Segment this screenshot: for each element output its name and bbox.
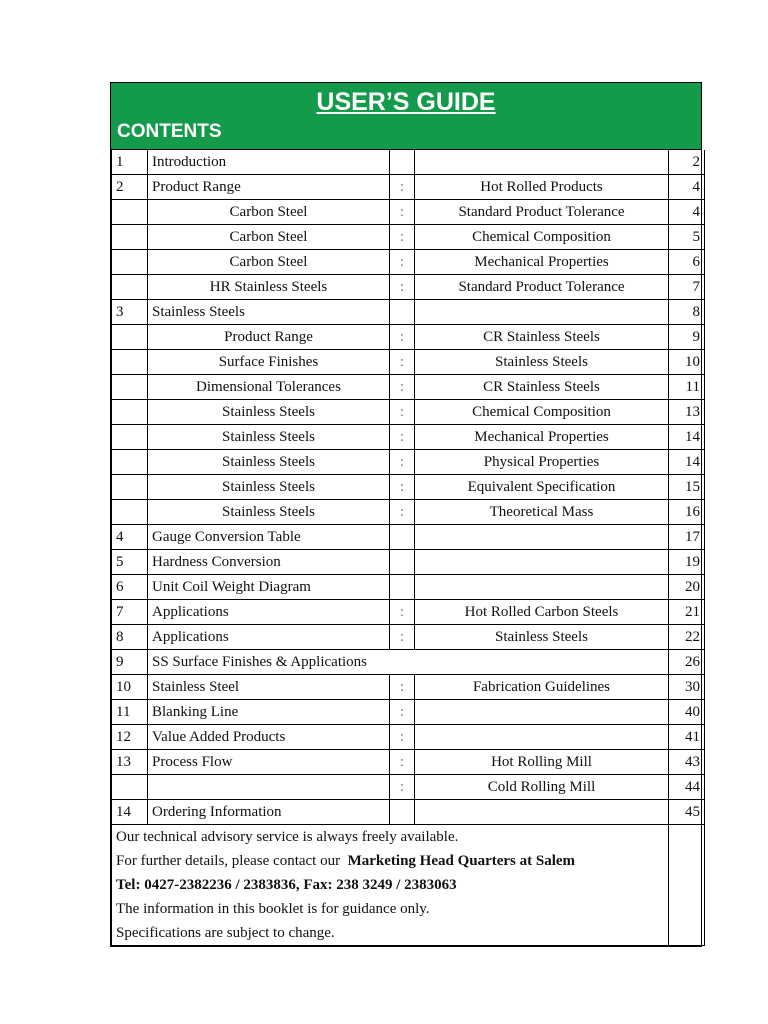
toc-subtopic <box>415 525 669 550</box>
toc-number <box>112 400 148 425</box>
toc-separator: : <box>390 325 415 350</box>
footer-line-4: The information in this booklet is for guidance only. <box>116 901 430 917</box>
toc-number: 5 <box>112 550 148 575</box>
toc-row <box>112 675 705 700</box>
toc-separator: : <box>390 425 415 450</box>
toc-number <box>112 275 148 300</box>
toc-number: 4 <box>112 525 148 550</box>
toc-subtopic <box>415 300 669 325</box>
toc-topic: Product Range <box>148 325 390 350</box>
toc-page-number: 2 <box>669 150 705 175</box>
toc-number: 12 <box>112 725 148 750</box>
toc-row <box>112 450 705 475</box>
toc-page-number: 13 <box>669 400 705 425</box>
toc-separator: : <box>390 400 415 425</box>
toc-topic: Carbon Steel <box>148 225 390 250</box>
toc-topic: Surface Finishes <box>148 350 390 375</box>
toc-page-number: 4 <box>669 175 705 200</box>
toc-row <box>112 150 705 175</box>
toc-page-number: 30 <box>669 675 705 700</box>
toc-topic: Ordering Information <box>148 800 390 825</box>
toc-subtopic: Hot Rolled Carbon Steels <box>415 600 669 625</box>
toc-topic: HR Stainless Steels <box>148 275 390 300</box>
toc-row <box>112 750 705 775</box>
toc-page-number: 44 <box>669 775 705 800</box>
toc-separator: : <box>390 375 415 400</box>
toc-topic: Hardness Conversion <box>148 550 390 575</box>
toc-topic: Product Range <box>148 175 390 200</box>
toc-separator: : <box>390 275 415 300</box>
toc-page-number: 14 <box>669 425 705 450</box>
toc-number: 2 <box>112 175 148 200</box>
toc-separator: : <box>390 675 415 700</box>
toc-number: 11 <box>112 700 148 725</box>
toc-page-number: 15 <box>669 475 705 500</box>
footer-notes <box>112 825 669 946</box>
toc-row <box>112 375 705 400</box>
toc-topic: Dimensional Tolerances <box>148 375 390 400</box>
toc-subtopic: CR Stainless Steels <box>415 375 669 400</box>
toc-number: 6 <box>112 575 148 600</box>
toc-number <box>112 225 148 250</box>
toc-subtopic: Standard Product Tolerance <box>415 275 669 300</box>
toc-subtopic <box>415 725 669 750</box>
toc-subtopic: Hot Rolling Mill <box>415 750 669 775</box>
users-guide-sheet <box>110 82 702 947</box>
toc-row <box>112 650 705 675</box>
footer-contact: Tel: 0427-2382236 / 2383836, Fax: 238 3249 / 2383063 <box>116 877 457 893</box>
toc-number <box>112 450 148 475</box>
footer-page-cell <box>669 825 705 946</box>
toc-separator: : <box>390 700 415 725</box>
toc-number <box>112 325 148 350</box>
footer-row <box>112 825 705 946</box>
toc-row <box>112 775 705 800</box>
toc-page-number: 6 <box>669 250 705 275</box>
toc-number: 13 <box>112 750 148 775</box>
toc-number: 3 <box>112 300 148 325</box>
toc-subtopic: Mechanical Properties <box>415 250 669 275</box>
toc-separator <box>390 575 415 600</box>
footer-line-5: Specifications are subject to change. <box>116 925 335 941</box>
toc-number <box>112 425 148 450</box>
toc-separator: : <box>390 775 415 800</box>
toc-topic: Stainless Steels <box>148 425 390 450</box>
toc-row <box>112 625 705 650</box>
toc-separator: : <box>390 750 415 775</box>
toc-row <box>112 225 705 250</box>
toc-subtopic: Stainless Steels <box>415 625 669 650</box>
toc-separator: : <box>390 625 415 650</box>
toc-separator: : <box>390 200 415 225</box>
toc-row <box>112 550 705 575</box>
toc-subtopic <box>415 700 669 725</box>
toc-subtopic: CR Stainless Steels <box>415 325 669 350</box>
toc-row <box>112 425 705 450</box>
toc-separator <box>390 800 415 825</box>
toc-separator <box>390 300 415 325</box>
toc-topic: Stainless Steels <box>148 450 390 475</box>
toc-row <box>112 800 705 825</box>
header-banner <box>111 83 701 150</box>
toc-topic: Introduction <box>148 150 390 175</box>
toc-separator: : <box>390 250 415 275</box>
toc-subtopic: Stainless Steels <box>415 350 669 375</box>
toc-page-number: 19 <box>669 550 705 575</box>
toc-subtopic: Fabrication Guidelines <box>415 675 669 700</box>
toc-row <box>112 725 705 750</box>
toc-subtopic: Chemical Composition <box>415 400 669 425</box>
toc-number <box>112 350 148 375</box>
toc-number <box>112 200 148 225</box>
toc-row <box>112 250 705 275</box>
toc-separator: : <box>390 600 415 625</box>
toc-subtopic <box>415 800 669 825</box>
contents-table <box>111 150 705 946</box>
toc-separator: : <box>390 450 415 475</box>
toc-topic: Stainless Steel <box>148 675 390 700</box>
toc-page-number: 4 <box>669 200 705 225</box>
toc-topic: Process Flow <box>148 750 390 775</box>
toc-separator <box>390 150 415 175</box>
toc-page-number: 26 <box>669 650 705 675</box>
toc-separator <box>390 550 415 575</box>
marketing-hq: Marketing Head Quarters at Salem <box>347 853 576 869</box>
page-title: USER’S GUIDE <box>316 88 496 116</box>
toc-topic: Carbon Steel <box>148 250 390 275</box>
toc-row <box>112 525 705 550</box>
toc-page-number: 22 <box>669 625 705 650</box>
toc-page-number: 43 <box>669 750 705 775</box>
toc-number: 14 <box>112 800 148 825</box>
toc-page-number: 7 <box>669 275 705 300</box>
toc-page-number: 8 <box>669 300 705 325</box>
toc-row <box>112 200 705 225</box>
toc-number <box>112 375 148 400</box>
toc-separator: : <box>390 350 415 375</box>
toc-row <box>112 575 705 600</box>
toc-page-number: 11 <box>669 375 705 400</box>
toc-row <box>112 175 705 200</box>
toc-topic: Carbon Steel <box>148 200 390 225</box>
toc-page-number: 10 <box>669 350 705 375</box>
toc-subtopic: Theoretical Mass <box>415 500 669 525</box>
toc-page-number: 40 <box>669 700 705 725</box>
toc-topic <box>148 775 390 800</box>
toc-number <box>112 775 148 800</box>
toc-subtopic: Cold Rolling Mill <box>415 775 669 800</box>
toc-subtopic: Chemical Composition <box>415 225 669 250</box>
toc-row <box>112 600 705 625</box>
toc-page-number: 45 <box>669 800 705 825</box>
toc-row <box>112 325 705 350</box>
toc-subtopic <box>415 575 669 600</box>
toc-topic: Gauge Conversion Table <box>148 525 390 550</box>
toc-subtopic: Equivalent Specification <box>415 475 669 500</box>
toc-separator: : <box>390 725 415 750</box>
toc-subtopic: Hot Rolled Products <box>415 175 669 200</box>
toc-subtopic: Physical Properties <box>415 450 669 475</box>
footer-line-2: For further details, please contact our Marketing Head Quarters at Salem <box>116 853 576 869</box>
toc-topic: Value Added Products <box>148 725 390 750</box>
toc-topic: Stainless Steels <box>148 500 390 525</box>
toc-topic: SS Surface Finishes & Applications <box>148 650 669 675</box>
toc-page-number: 9 <box>669 325 705 350</box>
toc-topic: Stainless Steels <box>148 400 390 425</box>
toc-subtopic <box>415 550 669 575</box>
toc-topic: Applications <box>148 600 390 625</box>
toc-page-number: 16 <box>669 500 705 525</box>
toc-topic: Applications <box>148 625 390 650</box>
toc-separator: : <box>390 475 415 500</box>
toc-number: 9 <box>112 650 148 675</box>
toc-separator: : <box>390 225 415 250</box>
toc-page-number: 20 <box>669 575 705 600</box>
toc-separator: : <box>390 500 415 525</box>
contents-heading: CONTENTS <box>117 121 222 142</box>
toc-number: 7 <box>112 600 148 625</box>
toc-page-number: 17 <box>669 525 705 550</box>
toc-page-number: 41 <box>669 725 705 750</box>
toc-number <box>112 500 148 525</box>
toc-number: 10 <box>112 675 148 700</box>
toc-row <box>112 300 705 325</box>
toc-topic: Stainless Steels <box>148 300 390 325</box>
toc-row <box>112 500 705 525</box>
toc-number: 8 <box>112 625 148 650</box>
toc-row <box>112 275 705 300</box>
toc-subtopic <box>415 150 669 175</box>
toc-subtopic: Standard Product Tolerance <box>415 200 669 225</box>
toc-separator <box>390 525 415 550</box>
toc-number <box>112 475 148 500</box>
toc-page-number: 21 <box>669 600 705 625</box>
toc-page-number: 14 <box>669 450 705 475</box>
footer-line-1: Our technical advisory service is always freely available. <box>116 829 459 845</box>
toc-number: 1 <box>112 150 148 175</box>
toc-row <box>112 475 705 500</box>
toc-row <box>112 400 705 425</box>
toc-page-number: 5 <box>669 225 705 250</box>
toc-separator: : <box>390 175 415 200</box>
toc-number <box>112 250 148 275</box>
toc-row <box>112 350 705 375</box>
toc-subtopic: Mechanical Properties <box>415 425 669 450</box>
toc-topic: Stainless Steels <box>148 475 390 500</box>
toc-topic: Unit Coil Weight Diagram <box>148 575 390 600</box>
toc-topic: Blanking Line <box>148 700 390 725</box>
toc-row <box>112 700 705 725</box>
